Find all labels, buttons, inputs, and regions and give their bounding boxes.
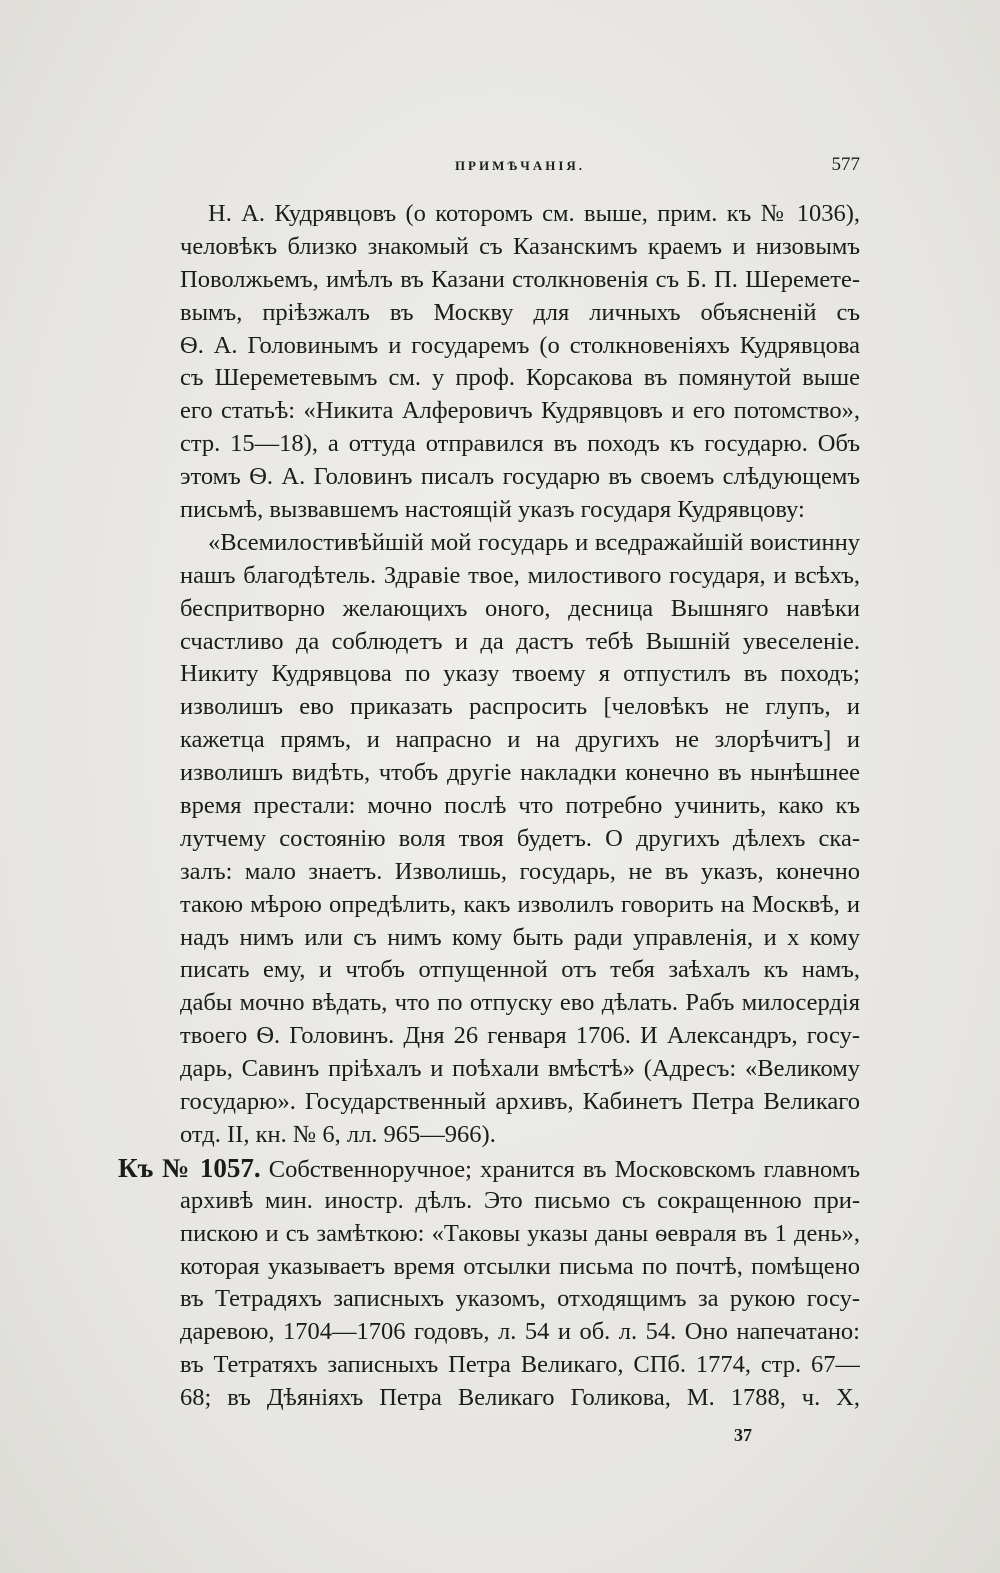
text-line: съ Шереметевымъ см. у проф. Корсакова въ помянутой выше bbox=[180, 364, 860, 392]
paragraph bbox=[180, 527, 860, 1152]
text-line bbox=[118, 1152, 860, 1185]
text-line: лутчему состоянію воля твоя будетъ. О другихъ дѣлехъ ска- bbox=[180, 824, 860, 852]
text-line: его статьѣ: «Никита Алферовичъ Кудрявцовъ и его потомство», bbox=[180, 397, 860, 425]
body-text bbox=[118, 198, 860, 1415]
text-line: въ Тетратяхъ записныхъ Петра Великаго, СПб. 1774, стр. 67— bbox=[180, 1351, 860, 1379]
text-line: Поволжьемъ, имѣлъ въ Казани столкновенія съ Б. П. Шереметe- bbox=[180, 265, 860, 293]
text-line: такою мѣрою опредѣлить, какъ изволилъ говорить на Москвѣ, и bbox=[180, 890, 860, 918]
note-first-line: Собственноручное; хранится въ Московскомъ главномъ bbox=[268, 1155, 860, 1183]
text-line: Н. А. Кудрявцовъ (о которомъ см. выше, прим. къ № 1036), bbox=[208, 200, 860, 227]
text-line: дабы мочно вѣдать, что по отпуску ево дѣлать. Рабъ милосердія bbox=[180, 989, 860, 1017]
text-line: государю». Государственный архивъ, Кабинетъ Петра Великаго bbox=[180, 1088, 860, 1116]
text-line: стр. 15—18), а оттуда отправился въ походъ къ государю. Объ bbox=[180, 430, 860, 458]
text-line: кажетца прямъ, и напрасно и на другихъ не злорѣчитъ] и bbox=[180, 726, 860, 754]
text-line: беспритворно желающихъ оного, десница Вышняго навѣки bbox=[180, 594, 860, 622]
text-line: счастливо да соблюдетъ и да дастъ тебѣ Вышній увеселеніе. bbox=[180, 627, 860, 655]
text-line: человѣкъ близко знакомый съ Казанскимъ краемъ и низовымъ bbox=[180, 232, 860, 260]
text-line: письмѣ, вызвавшемъ настоящій указъ государя Кудрявцову: bbox=[180, 496, 805, 524]
paragraph bbox=[180, 198, 860, 527]
paragraph bbox=[118, 1152, 860, 1415]
text-line: архивѣ мин. иностр. дѣлъ. Это письмо съ сокращенною при- bbox=[180, 1186, 860, 1214]
text-line: твоего Ѳ. Головинъ. Дня 26 генваря 1706. И Александръ, госу- bbox=[180, 1022, 860, 1050]
text-line: залъ: мало знаетъ. Изволишь, государь, не въ указъ, конечно bbox=[180, 857, 860, 885]
text-line: «Всемилостивѣйшій мой государь и вседражайшій воистинну bbox=[208, 528, 860, 556]
page-number: 577 bbox=[831, 154, 860, 175]
note-label: Къ № 1057. bbox=[118, 1152, 261, 1183]
text-line: отд. II, кн. № 6, лл. 965—966). bbox=[180, 1120, 496, 1148]
text-line: въ Тетрадяхъ записныхъ указомъ, отходящимъ за рукою госу- bbox=[180, 1285, 860, 1313]
text-line: надъ нимъ или съ нимъ кому быть ради управленія, и х кому bbox=[180, 923, 860, 951]
text-line: Никиту Кудрявцова по указу твоему я отпустилъ въ походъ; bbox=[180, 660, 860, 688]
text-line: вымъ, пріѣзжалъ въ Москву для личныхъ объясненій съ bbox=[180, 298, 860, 326]
text-line: нашъ благодѣтель. Здравіе твое, милостивого государя, и всѣхъ, bbox=[180, 561, 860, 589]
text-line: Ѳ. А. Головинымъ и государемъ (о столкновеніяхъ Кудрявцова bbox=[180, 331, 860, 359]
text-line: изволишъ видѣть, чтобъ другіе накладки конечно въ нынѣшнее bbox=[180, 759, 860, 787]
text-line: этомъ Ѳ. А. Головинъ писалъ государю въ своемъ слѣдующемъ bbox=[180, 463, 860, 491]
text-line: 68; въ Дѣяніяхъ Петра Великаго Голикова, М. 1788, ч. X, bbox=[180, 1384, 860, 1412]
page-header bbox=[180, 150, 860, 180]
text-line: изволишъ ево приказать распросить [человѣкъ не глупъ, и bbox=[180, 693, 860, 721]
signature-mark: 37 bbox=[734, 1425, 752, 1445]
text-line: даревою, 1704—1706 годовъ, л. 54 и об. л. 54. Оно напечатано: bbox=[180, 1318, 860, 1346]
text-line: время престали: мочно послѣ что потребно учинить, како къ bbox=[180, 792, 860, 820]
running-title: ПРИМѢЧАНІЯ. bbox=[454, 158, 586, 173]
text-line: пискою и съ замѣткою: «Таковы указы даны ѳевраля въ 1 день», bbox=[180, 1219, 860, 1247]
text-line: которая указываетъ время отсылки письма по почтѣ, помѣщено bbox=[180, 1252, 860, 1280]
text-line: писать ему, и чтобъ отпущенной отъ тебя заѣхалъ къ намъ, bbox=[180, 956, 860, 984]
text-line: дарь, Савинъ пріѣхалъ и поѣхали вмѣстѣ» (Адресъ: «Великому bbox=[180, 1055, 860, 1083]
